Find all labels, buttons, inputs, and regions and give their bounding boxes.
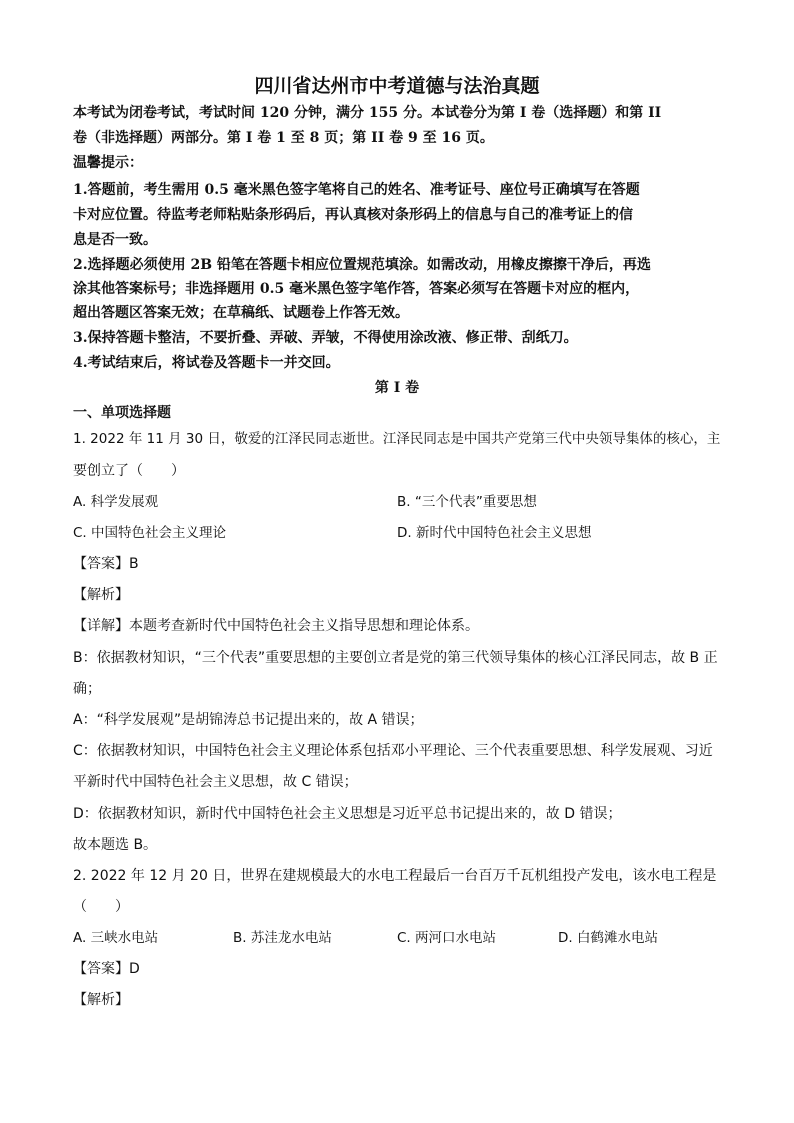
q1-explain-b-line-2: 确； xyxy=(73,681,101,697)
q1-option-c: C. 中国特色社会主义理论 xyxy=(73,525,227,541)
q1-stem-line-1: 1. 2022 年 11 月 30 日，敬爱的江泽民同志逝世。江泽民同志是中国共产党第三代中央领导集体的核心，主 xyxy=(73,431,721,447)
q1-conclusion: 故本题选 B。 xyxy=(73,837,158,853)
q2-option-a: A. 三峡水电站 xyxy=(73,930,159,946)
intro-line-1: 本考试为闭卷考试，考试时间 120 分钟，满分 155 分。本试卷分为第 I 卷（选择题）和第 II xyxy=(73,105,662,121)
q2-option-c: C. 两河口水电站 xyxy=(397,930,497,946)
q1-analysis-label: 【解析】 xyxy=(73,587,129,603)
q1-answer: 【答案】B xyxy=(73,556,139,572)
tip1-line-2: 卡对应位置。待监考老师粘贴条形码后，再认真核对条形码上的信息与自己的准考证上的信 xyxy=(73,207,633,223)
q2-option-b: B. 苏洼龙水电站 xyxy=(233,930,332,946)
tip2-line-3: 超出答题区答案无效；在草稿纸、试题卷上作答无效。 xyxy=(73,305,409,321)
q1-option-a: A. 科学发展观 xyxy=(73,494,159,510)
q2-stem-line-1: 2. 2022 年 12 月 20 日，世界在建规模最大的水电工程最后一台百万千瓦机组投产发电，该水电工程是 xyxy=(73,868,717,884)
tip2-line-1: 2.选择题必须使用 2B 铅笔在答题卡相应位置规范填涂。如需改动，用橡皮擦擦干净后，再选 xyxy=(73,257,651,273)
q1-option-b: B. “三个代表”重要思想 xyxy=(397,494,537,510)
tips-heading: 温馨提示： xyxy=(73,155,143,171)
q1-explain-a: A：“科学发展观”是胡锦涛总书记提出来的，故 A 错误； xyxy=(73,712,424,728)
q2-analysis-label: 【解析】 xyxy=(73,992,129,1008)
page-title: 四川省达州市中考道德与法治真题 xyxy=(254,75,540,97)
tip3-line: 3.保持答题卡整洁，不要折叠、弄破、弄皱，不得使用涂改液、修正带、刮纸刀。 xyxy=(73,330,578,346)
q2-stem-line-2: （ ） xyxy=(73,899,129,915)
q1-explain-d: D：依据教材知识，新时代中国特色社会主义思想是习近平总书记提出来的，故 D 错误； xyxy=(73,806,622,822)
intro-line-2: 卷（非选择题）两部分。第 I 卷 1 至 8 页；第 II 卷 9 至 16 页。 xyxy=(73,130,494,146)
q2-answer: 【答案】D xyxy=(73,961,140,977)
volume-heading: 第 I 卷 xyxy=(374,380,420,396)
tip1-line-1: 1.答题前，考生需用 0.5 毫米黑色签字笔将自己的姓名、准考证号、座位号正确填写在答题 xyxy=(73,182,640,198)
tip2-line-2: 涂其他答案标号；非选择题用 0.5 毫米黑色签字笔作答，答案必须写在答题卡对应的框内， xyxy=(73,281,640,297)
tip4-line: 4.考试结束后，将试卷及答题卡一并交回。 xyxy=(73,355,340,371)
tip1-line-3: 息是否一致。 xyxy=(73,232,157,248)
q2-option-d: D. 白鹤滩水电站 xyxy=(558,930,658,946)
q1-stem-line-2: 要创立了（ ） xyxy=(73,463,185,479)
q1-explain-c-line-1: C：依据教材知识，中国特色社会主义理论体系包括邓小平理论、三个代表重要思想、科学发展观、习近 xyxy=(73,743,713,759)
section-heading: 一、单项选择题 xyxy=(73,405,171,421)
q1-option-d: D. 新时代中国特色社会主义思想 xyxy=(397,525,592,541)
q1-detail: 【详解】本题考查新时代中国特色社会主义指导思想和理论体系。 xyxy=(73,618,479,634)
q1-explain-b-line-1: B：依据教材知识，“三个代表”重要思想的主要创立者是党的第三代领导集体的核心江泽民同志，故 B 正 xyxy=(73,650,718,666)
q1-explain-c-line-2: 平新时代中国特色社会主义思想，故 C 错误； xyxy=(73,774,358,790)
